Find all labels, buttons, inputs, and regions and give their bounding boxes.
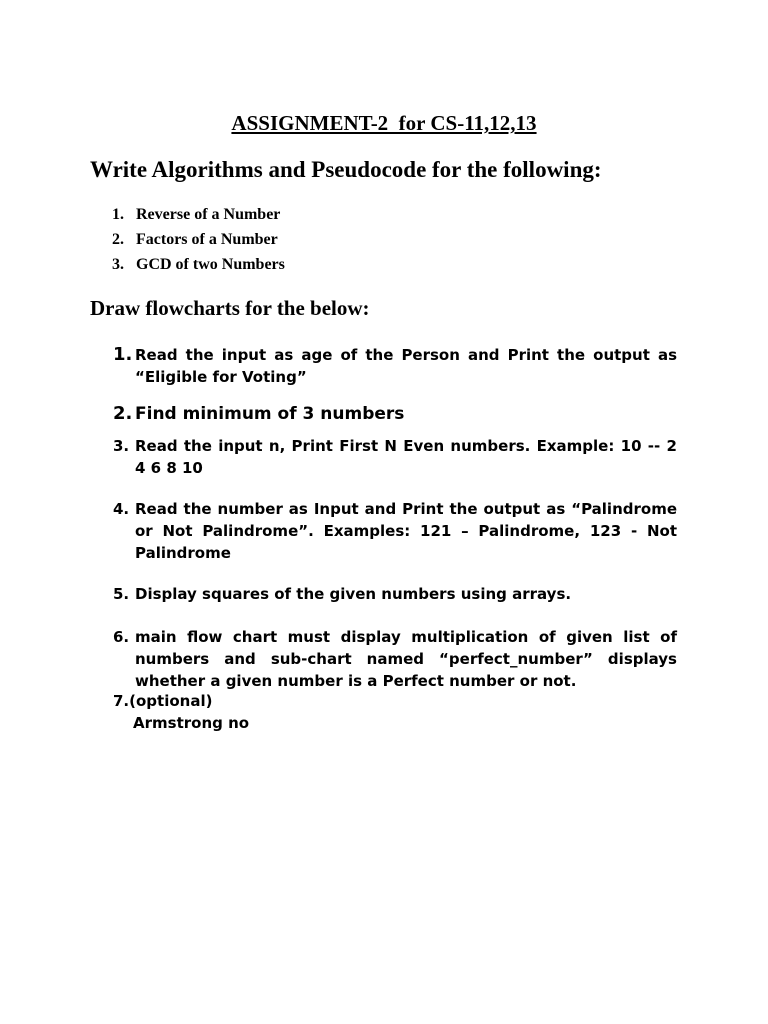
flowchart-list-item <box>113 403 677 425</box>
item-text: Read the number as Input and Print the output as “Palindrome or Not Palindrome”. Examples: 121 – Palindrome, 123 - Not Palindrome <box>135 500 677 562</box>
item-text: Reverse of a Number <box>136 206 281 223</box>
item-number: 7.(optional) <box>113 692 213 710</box>
item-text: Read the input n, Print First N Even numbers. Example: 10 -- 2 4 6 8 10 <box>135 437 677 477</box>
item-number: 2. <box>113 403 133 424</box>
flowchart-list-item <box>113 498 677 564</box>
item-number: 3. <box>113 437 130 455</box>
item-number: 4. <box>113 500 130 518</box>
item-number: 6. <box>113 628 130 646</box>
item-text: GCD of two Numbers <box>136 256 285 273</box>
item-text: main flow chart must display multiplication of given list of numbers and sub-chart named “perfect_number” displays whether a given number is a Perfect number or not. <box>135 628 677 690</box>
item-number: 1. <box>112 206 124 223</box>
item-text: Find minimum of 3 numbers <box>135 404 405 424</box>
flowchart-list-item-optional <box>113 690 413 734</box>
algorithm-list-item <box>112 206 280 224</box>
algorithm-list-item <box>112 231 278 249</box>
item-number: 1. <box>113 344 133 365</box>
algorithm-list-item <box>112 256 285 274</box>
flowchart-list-item <box>113 344 677 388</box>
flowchart-list-item <box>113 626 677 692</box>
flowchart-list-item <box>113 583 677 605</box>
item-text: Read the input as age of the Person and Print the output as “Eligible for Voting” <box>135 346 677 386</box>
item-text: Display squares of the given numbers using arrays. <box>135 585 572 603</box>
item-number: 3. <box>112 256 124 273</box>
flowchart-list-item <box>113 435 677 479</box>
item-number: 2. <box>112 231 124 248</box>
flowcharts-heading: Draw flowcharts for the below: <box>90 296 370 320</box>
item-text: Armstrong no <box>133 714 250 732</box>
algorithms-heading: Write Algorithms and Pseudocode for the following: <box>90 157 602 182</box>
page-title: ASSIGNMENT-2 for CS-11,12,13 <box>231 111 537 135</box>
item-text: Factors of a Number <box>136 231 278 248</box>
item-number: 5. <box>113 585 130 603</box>
